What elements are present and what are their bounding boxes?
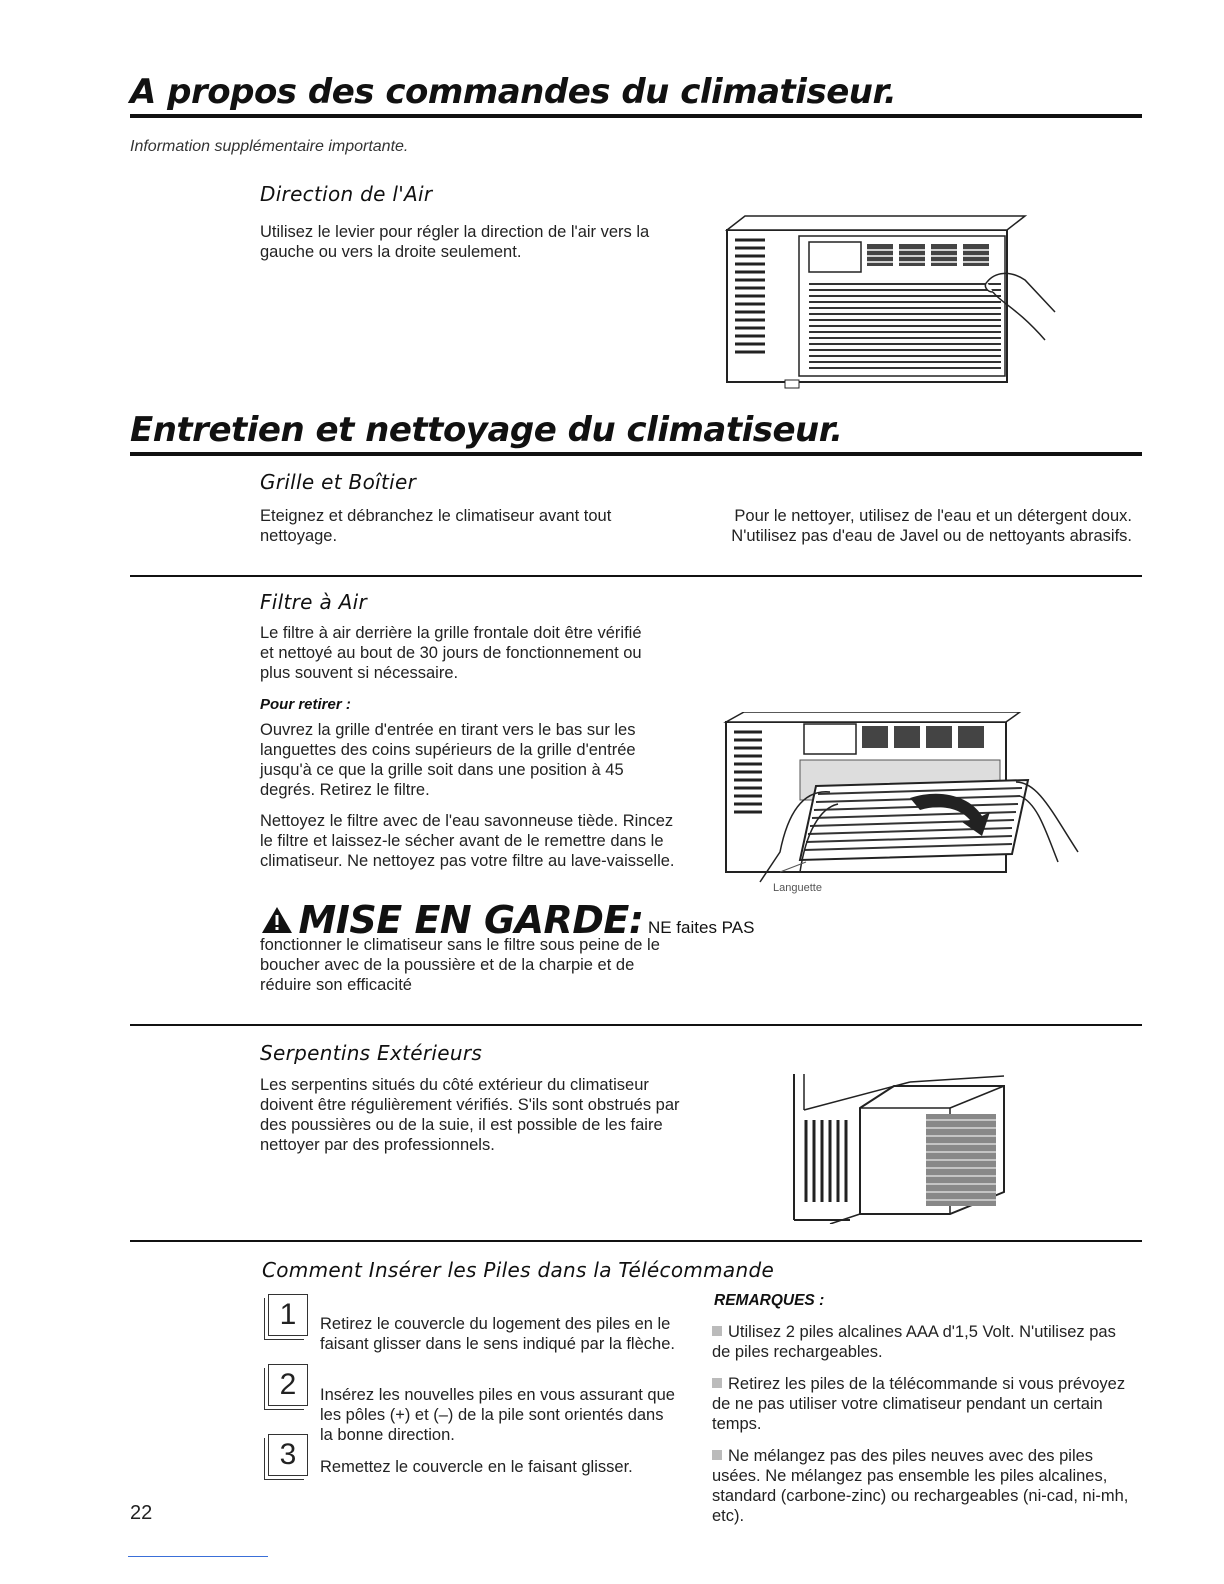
section1-title: A propos des commandes du climatiseur. [130, 72, 897, 112]
filter-remove-label: Pour retirer : [260, 696, 351, 713]
step-3-text: Remettez le couvercle en le faisant glisser. [320, 1458, 633, 1476]
section1-rule [130, 114, 1142, 118]
caution-title: MISE EN GARDE: [298, 898, 644, 942]
warning-triangle-icon [260, 905, 294, 935]
divider-1 [130, 575, 1142, 577]
note-item: Retirez les piles de la télécommande si vous prévoyez de ne pas utiliser votre climatiseur pendant un certain temps. [712, 1375, 1126, 1433]
ac-unit-outdoor-coils-illustration [790, 1072, 1010, 1224]
bullet-square-icon [712, 1450, 722, 1460]
section2-rule [130, 452, 1142, 456]
filter-clean-text: Nettoyez le filtre avec de l'eau savonneuse tiède. Rincez le filtre et laissez-le sécher avant de le remettre dans le climatiseur. Ne nettoyez pas votre filtre au lave-vaisselle. [260, 812, 675, 870]
grille-text-right-2: N'utilisez pas d'eau de Javel ou de nettoyants abrasifs. [731, 527, 1132, 545]
filter-remove-text: Ouvrez la grille d'entrée en tirant vers le bas sur les languettes des coins supérieurs de la grille d'entrée jusqu'à ce que la grille soit dans une position à 45 degrés. Retirez le filtre. [260, 721, 636, 799]
bullet-square-icon [712, 1378, 722, 1388]
page-number: 22 [130, 1502, 153, 1524]
bullet-square-icon [712, 1326, 722, 1336]
section1-subtitle: Information supplémentaire importante. [130, 138, 409, 155]
grille-heading: Grille et Boîtier [260, 470, 417, 494]
caution-lead: NE faites PAS [647, 918, 755, 937]
note-item: Utilisez 2 piles alcalines AAA d'1,5 Volt. N'utilisez pas de piles rechargeables. [712, 1323, 1116, 1361]
batteries-heading: Comment Insérer les Piles dans la Télécommande [262, 1258, 775, 1282]
air-direction-heading: Direction de l'Air [260, 182, 433, 206]
coils-heading: Serpentins Extérieurs [260, 1041, 483, 1065]
notes-list [712, 1322, 1137, 1538]
ac-unit-air-direction-illustration [725, 212, 1065, 390]
caution-text: fonctionner le climatiseur sans le filtre sous peine de le boucher avec de la poussière et de la charpie et de réduire son efficacité [260, 936, 660, 994]
note-item: Ne mélangez pas des piles neuves avec des piles usées. Ne mélangez pas ensemble les piles alcalines, standard (carbone-zinc) ou rechargeables (ni-cad, ni-mh, etc). [712, 1447, 1129, 1525]
divider-3 [130, 1240, 1142, 1242]
section2-title: Entretien et nettoyage du climatiseur. [130, 410, 843, 450]
grille-text-right-1: Pour le nettoyer, utilisez de l'eau et un détergent doux. [734, 507, 1132, 525]
filter-intro: Le filtre à air derrière la grille frontale doit être vérifié et nettoyé au bout de 30 jours de fonctionnement ou plus souvent si nécessaire. [260, 624, 642, 682]
filter-heading: Filtre à Air [260, 590, 368, 614]
step-1-text: Retirez le couvercle du logement des piles en le faisant glisser dans le sens indiqué par la flèche. [320, 1315, 675, 1353]
languette-label: Languette [773, 882, 822, 894]
notes-title: REMARQUES : [714, 1292, 825, 1309]
air-direction-text: Utilisez le levier pour régler la direction de l'air vers la gauche ou vers la droite seulement. [260, 223, 650, 261]
ac-unit-filter-removal-illustration [720, 712, 1090, 902]
grille-text-left: Eteignez et débranchez le climatiseur avant tout nettoyage. [260, 507, 612, 545]
step-2-text: Insérez les nouvelles piles en vous assurant que les pôles (+) et (–) de la pile sont orientés dans la bonne direction. [320, 1386, 675, 1444]
footer-link-line [128, 1556, 268, 1557]
step-3-number: 3 [268, 1434, 308, 1476]
step-1-number: 1 [268, 1294, 308, 1336]
divider-2 [130, 1024, 1142, 1026]
coils-text: Les serpentins situés du côté extérieur du climatiseur doivent être régulièrement vérifiés. S'ils sont obstrués par des poussières ou de la suie, il est possible de les faire nettoyer par des professionnels. [260, 1076, 680, 1154]
step-2-number: 2 [268, 1364, 308, 1406]
